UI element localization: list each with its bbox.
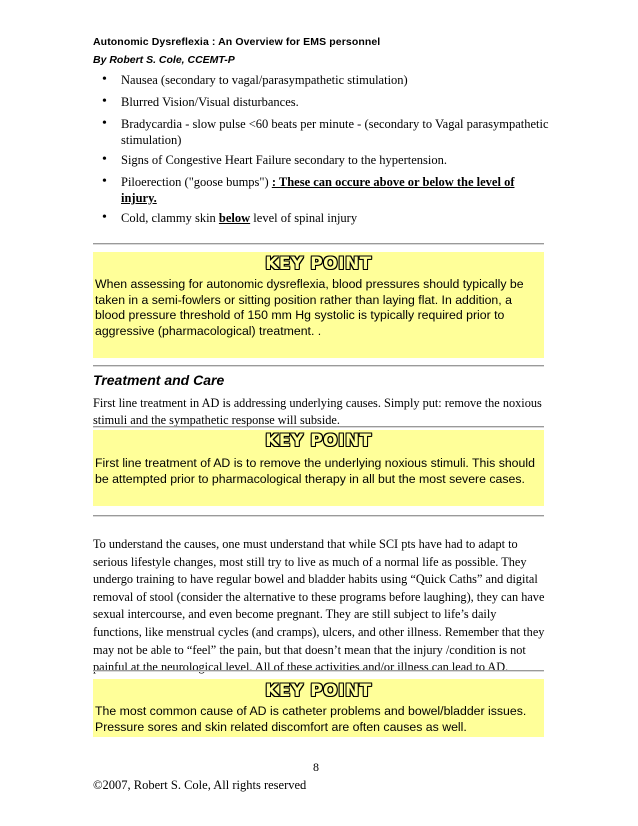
list-item-text: Blurred Vision/Visual disturbances. [121, 95, 299, 109]
key-point-body: The most common cause of AD is catheter problems and bowel/bladder issues. Pressure sores and skin related discomfort are often causes as well. [95, 704, 527, 734]
symptom-list [100, 72, 550, 232]
key-point-title: KEY POINT [265, 431, 372, 451]
list-item-text: Cold, clammy skin [121, 211, 219, 225]
document-author: By Robert S. Cole, CCEMT-P [93, 54, 235, 66]
key-point-title: KEY POINT [265, 681, 372, 701]
copyright-footer: ©2007, Robert S. Cole, All rights reserved [93, 778, 307, 792]
divider [93, 365, 544, 367]
list-item [100, 152, 550, 168]
list-item-emphasis: below [218, 211, 251, 225]
list-item-text: Nausea (secondary to vagal/parasympathetic stimulation) [121, 73, 408, 87]
list-item-text: Bradycardia - slow pulse <60 beats per minute - (secondary to Vagal parasympathetic stimulation) [121, 117, 549, 147]
divider [93, 426, 544, 428]
treatment-paragraph: First line treatment in AD is addressing underlying causes. Simply put: remove the noxious stimuli and the sympathetic response will subside. [93, 396, 542, 427]
list-item [100, 174, 550, 206]
list-item [100, 116, 550, 148]
list-item [100, 72, 550, 88]
key-point-title: KEY POINT [265, 254, 372, 274]
list-item-text: level of spinal injury [250, 211, 358, 225]
divider [93, 515, 544, 517]
list-item [100, 210, 550, 226]
key-point-body: When assessing for autonomic dysreflexia, blood pressures should typically be taken in a semi-fowlers or sitting position rather than laying flat. In addition, a blood pressure threshold of 150 mm Hg systolic is typically required prior to aggressive (pharmacological) treatment. . [95, 277, 524, 338]
causes-paragraph: To understand the causes, one must understand that while SCI pts have had to adapt to serious lifestyle changes, most still try to live as much of a normal life as possible. They undergo training to have regular bowel and bladder habits using “Quick Caths” and digital removal of stool (consider the alternative to these programs before laughing), they can have sexual intercourse, and even become pregnant. They are still subject to life’s daily functions, like menstrual cycles (and cramps), ulcers, and other illness. Remember that they may not be able to “feel” the pain, but that doesn’t mean that the injury /condition is not painful at the neurological level. All of these activities and/or illness can lead to AD. [93, 537, 545, 675]
list-item [100, 94, 550, 110]
list-item-text: Piloerection ("goose bumps") [121, 175, 272, 189]
section-title: Treatment and Care [93, 372, 225, 388]
page-number: 8 [313, 760, 319, 774]
divider [93, 670, 544, 672]
key-point-box [93, 679, 544, 737]
key-point-box [93, 430, 544, 506]
document-title: Autonomic Dysreflexia : An Overview for EMS personnel [93, 36, 381, 48]
list-item-text: Signs of Congestive Heart Failure secondary to the hypertension. [121, 153, 447, 167]
list-item-emphasis: : These can occure above or below the level of injury. [121, 175, 515, 205]
divider [93, 243, 544, 245]
key-point-box [93, 252, 544, 358]
key-point-body: First line treatment of AD is to remove the underlying noxious stimuli. This should be attempted prior to pharmacological therapy in all but the most severe cases. [95, 456, 535, 486]
